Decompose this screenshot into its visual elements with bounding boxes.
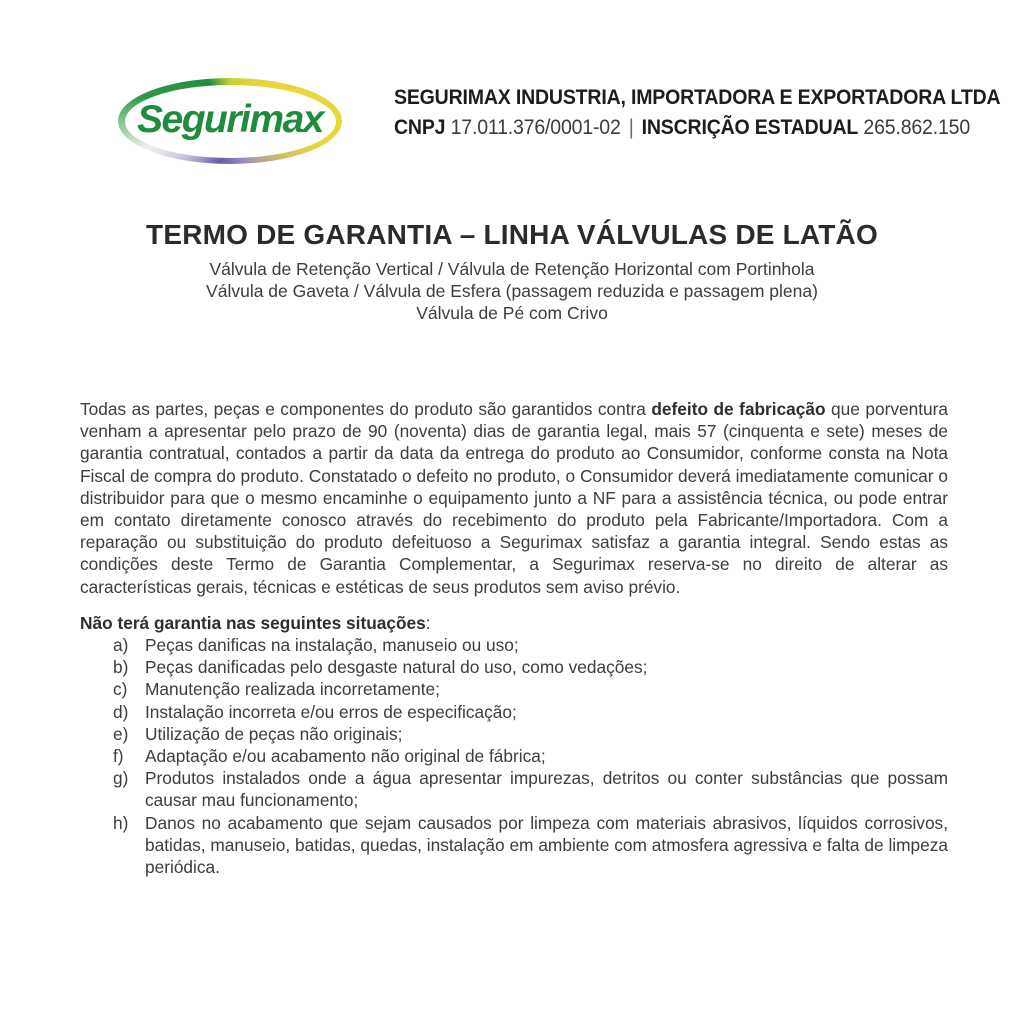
list-item-text: Peças danificas na instalação, manuseio ou uso;	[145, 635, 519, 656]
list-item-text: Manutenção realizada incorretamente;	[145, 679, 440, 700]
exclusions-heading-colon: :	[425, 612, 431, 633]
list-item	[80, 812, 948, 879]
list-item-label: f)	[113, 746, 124, 767]
list-item-label: c)	[113, 679, 128, 700]
list-item-label: e)	[113, 723, 129, 744]
exclusions-heading	[80, 612, 948, 634]
list-item	[80, 723, 948, 745]
segurimax-logo-text: Segurimax	[137, 97, 323, 141]
company-name: SEGURIMAX INDUSTRIA, IMPORTADORA E EXPORTADORA LTDA	[394, 86, 1001, 109]
segurimax-logo	[118, 78, 342, 164]
list-item-label: g)	[113, 768, 129, 789]
list-item-label: h)	[113, 812, 129, 833]
list-item-label: d)	[113, 701, 129, 722]
segurimax-logo-oval	[125, 85, 336, 158]
exclusions-heading-text: Não terá garantia nas seguintes situações	[80, 612, 426, 633]
warranty-paragraph-rest: que porventura venham a apresentar pelo prazo de 90 (noventa) dias de garantia legal, mais 57 (cinquenta e sete) meses de garantia contratual, contados a partir da data da entrega do produto ao Consumidor, conforme consta na Nota Fiscal de compra do produto. Constatado o defeito no produto, o Consumidor deverá imediatamente comunicar o distribuidor para que o mesmo encaminhe o equipamento junto a NF para a assistência técnica, ou pode entrar em contato diretamente conosco através do recebimento do produto pela Fabricante/Importadora. Com a reparação ou substituição do produto defeituoso a Segurimax satisfaz a garantia integral. Sendo estas as condições deste Termo de Garantia Complementar, a Segurimax reserva-se no direito de alterar as características gerais, técnicas e estéticas de seus produtos sem aviso prévio.	[80, 399, 948, 597]
warranty-paragraph	[80, 398, 948, 598]
list-item	[80, 701, 948, 723]
list-item-text: Adaptação e/ou acabamento não original de fábrica;	[145, 746, 546, 767]
state-registration-label: INSCRIÇÃO ESTADUAL	[641, 116, 859, 139]
list-item-text: Utilização de peças não originais;	[145, 723, 403, 744]
list-item-text: Peças danificadas pelo desgaste natural do uso, como vedações;	[145, 657, 648, 678]
list-item	[80, 678, 948, 700]
list-item	[80, 634, 948, 656]
list-item	[80, 656, 948, 678]
product-line: Válvula de Pé com Crivo	[416, 303, 608, 323]
product-line: Válvula de Gaveta / Válvula de Esfera (passagem reduzida e passagem plena)	[206, 281, 818, 301]
list-item	[80, 767, 948, 811]
company-registration	[394, 116, 1000, 140]
company-header	[394, 86, 1000, 140]
list-item-text: Produtos instalados onde a água apresentar impurezas, detritos ou conter substâncias que possam causar mau funcionamento;	[145, 768, 948, 811]
product-lines	[0, 258, 1024, 324]
registration-separator: |	[628, 116, 634, 139]
list-item-text: Danos no acabamento que sejam causados por limpeza com materiais abrasivos, líquidos corrosivos, batidas, manuseio, batidas, quedas, instalação em ambiente com atmosfera agressiva e falta de limpeza periódica.	[145, 812, 948, 878]
exclusion-list	[80, 634, 948, 878]
list-item-label: a)	[113, 635, 129, 656]
cnpj-label: CNPJ	[394, 116, 446, 139]
document-body	[80, 398, 948, 878]
list-item-label: b)	[113, 657, 129, 678]
cnpj-value: 17.011.376/0001-02	[450, 116, 621, 139]
list-item	[80, 745, 948, 767]
warranty-paragraph-bold: defeito de fabricação	[651, 399, 826, 419]
document-title: TERMO DE GARANTIA – LINHA VÁLVULAS DE LATÃO	[146, 219, 878, 250]
list-item-text: Instalação incorreta e/ou erros de especificação;	[145, 701, 517, 722]
state-registration-value: 265.862.150	[863, 116, 971, 139]
product-line: Válvula de Retenção Vertical / Válvula de Retenção Horizontal com Portinhola	[209, 259, 815, 279]
warranty-paragraph-start: Todas as partes, peças e componentes do produto são garantidos contra	[80, 399, 652, 419]
